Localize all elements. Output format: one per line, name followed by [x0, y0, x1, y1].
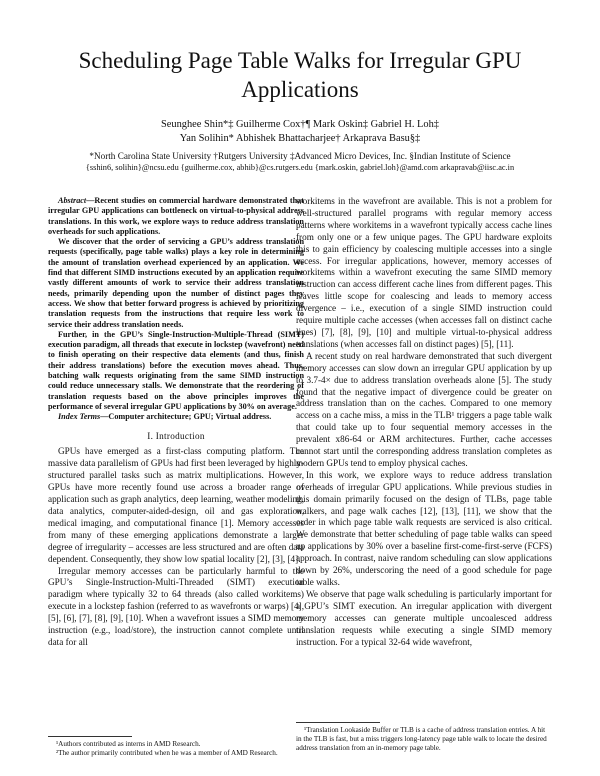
right-column: [296, 196, 552, 648]
author-emails: {sshin6, solihin}@ncsu.edu {guilherme.cox, abhib}@cs.rutgers.edu {mark.oskin, gabriel.loh}@amd.com arkapravab@iisc.ac.in: [85, 163, 515, 172]
footnote-divider-right: [296, 722, 380, 723]
abstract-text-1: —Recent studies on commercial hardware demonstrated that irregular GPU applications can bottleneck on virtual-to-physical address translations. In this work, we explore ways to reduce address translation overheads for such applications.: [48, 196, 304, 236]
abstract-label: Abstract: [58, 196, 87, 205]
right-paragraph-2: A recent study on real hardware demonstrated that such divergent memory accesses can slow down an irregular GPU application by up to 3.7-4× due to address translation overheads alone [5]. The study found that the negative impact of divergence could be greater on address translation than on the caches. Compared to one memory access on a cache miss, a miss in the TLB¹ triggers a page table walk that could take up to four sequential memory accesses in the prevalent x86-64 or ARM architectures. Further, cache accesses cannot start until the corresponding address translation completes as modern GPUs tend to employ physical caches.: [296, 350, 552, 468]
right-footnotes: [296, 716, 552, 753]
footnote-divider: [48, 736, 132, 737]
intro-paragraph-2: Irregular memory accesses can be particularly harmful to the GPU’s Single-Instruction-Multi-Threaded (SIMT) execution paradigm where typically 32 to 64 threads (also called workitems) execute in a lockstep fashion (referred to as wavefronts or warps) [4], [5], [6], [7], [8], [9], [10]. When a wavefront issues a SIMD memory instruction (e.g., load/store), the instruction cannot complete until data for all: [48, 565, 304, 647]
left-footnotes: [48, 730, 304, 758]
footnote-2: ²The author primarily contributed when he was a member of AMD Research.: [56, 749, 278, 757]
abstract-paragraph-3: Further, in the GPU’s Single-Instruction-Multiple-Thread (SIMT) execution paradigm, all threads that execute in lockstep (wavefront) need to finish operating on their respective data elements (and thus, finish their address translations) before the execution moves ahead. Thus, batching walk requests originating from the same SIMD instruction could reduce unnecessary stalls. We demonstrate that the reordering of translation requests based on the above principles improves the performance of several irregular GPU applications by 30% on average.: [48, 329, 304, 411]
abstract-paragraph-2: We discover that the order of servicing a GPU’s address translation requests (specifically, page table walks) plays a key role in determining the amount of translation overhead experienced by an application. We find that different SIMD instructions executed by an application require vastly different amounts of work to service their address translation needs, primarily depending upon the number of distinct pages they access. We show that better forward progress is achieved by prioritizing translation requests from the instructions that require less work to service their address translation needs.: [48, 237, 304, 329]
left-column: [48, 196, 304, 649]
intro-paragraph-1: GPUs have emerged as a first-class computing platform. The massive data parallelism of GPUs had first been leveraged by highly-structured parallel tasks such as matrix multiplications. However, GPUs have more recently found use across a broader range of application such as graph analytics, deep learning, weather modeling, data analytics, computer-aided-design, oil and gas exploration, medical imaging, and computational finance [1]. Memory accesses from many of these emerging applications demonstrate a larger degree of irregularity – accesses are less structured and are often data dependent. Consequently, they show low spatial locality [2], [3], [4].: [48, 446, 304, 564]
right-paragraph-3: In this work, we explore ways to reduce address translation overheads of irregular GPU applications. While previous studies in this domain primarily focused on the design of TLBs, page table walkers, and page walk caches [12], [13], [11], we show that the order in which page table walk requests are serviced is also critical. We demonstrate that better scheduling of page table walks can speed up applications by 30% over a baseline first-come-first-serve (FCFS) approach. In contrast, naive random scheduling can slow applications down by 26%, underscoring the need of a good schedule for page table walks.: [296, 469, 552, 587]
right-paragraph-4: We observe that page walk scheduling is particularly important for a GPU’s SIMT execution. An irregular application with divergent memory accesses can generate multiple uncoalesced address translation requests while executing a single SIMD memory instruction. For a typical 32-64 wide wavefront,: [296, 588, 552, 647]
abstract-paragraph-1: [48, 196, 304, 237]
authors-line-2: Yan Solihin* Abhishek Bhattacharjee† Arkaprava Basu§‡: [179, 133, 421, 144]
footnote-1: ¹Authors contributed as interns in AMD Research.: [56, 740, 201, 748]
author-list: [40, 118, 560, 146]
authors-line-1: Seunghee Shin*‡ Guilherme Cox†¶ Mark Oskin‡ Gabriel H. Loh‡: [160, 119, 439, 130]
affiliations: *North Carolina State University †Rutgers University ‡Advanced Micro Devices, Inc. §Indian Institute of Science: [89, 151, 511, 161]
section-heading-introduction: I. Introduction: [147, 430, 205, 441]
index-terms-text: —Computer architecture; GPU; Virtual address.: [100, 412, 272, 422]
paper-title: Scheduling Page Table Walks for Irregular GPU Applications: [78, 48, 522, 102]
right-paragraph-1: workitems in the wavefront are available. This is not a problem for well-structured parallel programs with regular memory access patterns where workitems in a wavefront typically access cache lines from only one or a few unique pages. The GPU hardware exploits this to gain efficiency by coalescing multiple accesses into a single access. For irregular applications, however, memory accesses of workitems within a wavefront executing the same SIMD memory instruction can access different cache lines from different pages. This leaves little scope for coalescing and leads to memory access divergence – i.e., execution of a single SIMD instruction could require multiple cache accesses (when accesses fall on distinct cache lines) [7], [8], [9], [10] and multiple virtual-to-physical address translations (when accesses fall on distinct pages) [5], [11].: [296, 196, 552, 349]
footnote-tlb: ¹Translation Lookaside Buffer or TLB is a cache of address translation entries. A hit in the TLB is fast, but a miss triggers long-latency page table walk to locate the desired address translation from an in-memory page table.: [296, 726, 547, 752]
index-terms-label: Index Terms: [58, 412, 101, 422]
index-terms: [48, 412, 304, 422]
